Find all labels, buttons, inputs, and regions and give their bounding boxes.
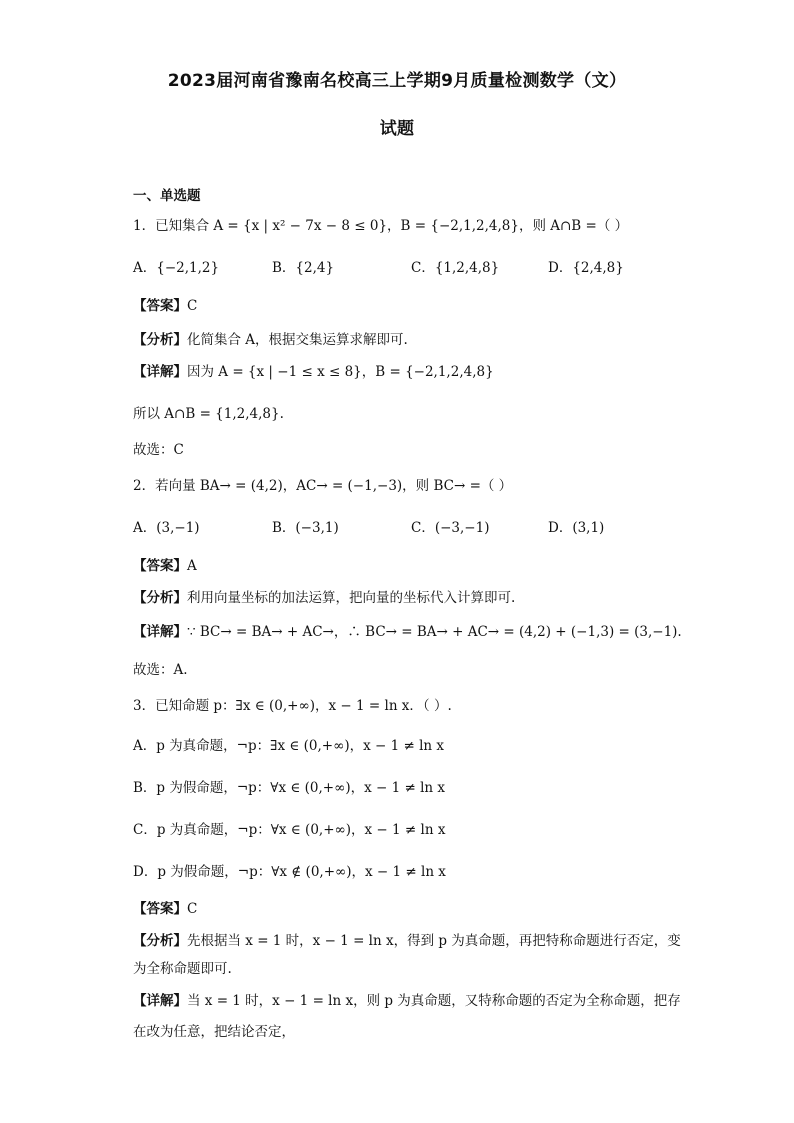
detail-tag: 【详解】 [133, 624, 187, 640]
q3-option-a: A．p 为真命题，¬p：∃x ∈ (0,+∞)，x − 1 ≠ ln x [133, 738, 445, 754]
analysis-tag: 【分析】 [133, 332, 187, 348]
q3-option-d: D．p 为假命题，¬p：∀x ∉ (0,+∞)，x − 1 ≠ ln x [133, 864, 446, 880]
detail-tag: 【详解】 [133, 364, 187, 380]
analysis-text: 利用向量坐标的加法运算，把向量的坐标代入计算即可. [187, 590, 516, 606]
analysis-tag: 【分析】 [133, 933, 187, 949]
section-heading: 一、单选题 [133, 188, 201, 204]
answer-value: C [187, 901, 198, 917]
detail-tag: 【详解】 [133, 993, 187, 1009]
q3-option-b: B．p 为假命题，¬p：∀x ∈ (0,+∞)，x − 1 ≠ ln x [133, 780, 446, 796]
analysis-text: 先根据当 x = 1 时，x − 1 = ln x，得到 p 为真命题，再把特称命题进行否定，变 [187, 933, 681, 949]
detail-text: 当 x = 1 时，x − 1 = ln x，则 p 为真命题，又特称命题的否定为全称命题，把存 [187, 993, 681, 1009]
answer-tag: 【答案】 [133, 298, 187, 314]
question-1-stem: 1．已知集合 A = {x | x² − 7x − 8 ≤ 0}，B = {−2,1,2,4,8}，则 A∩B =（ ） [133, 218, 629, 234]
q2-detail [133, 622, 682, 642]
answer-tag: 【答案】 [133, 901, 187, 917]
q1-option-d: D．{2,4,8} [548, 260, 624, 276]
detail-text: ∵ BC→ = BA→ + AC→，∴ BC→ = BA→ + AC→ = (4,2) + (−1,3) = (3,−1). [187, 624, 682, 640]
q1-detail-line2: 所以 A∩B = {1,2,4,8}. [133, 406, 284, 422]
page-title-line2: 试题 [379, 119, 415, 139]
detail-text: 因为 A = {x | −1 ≤ x ≤ 8}，B = {−2,1,2,4,8} [187, 364, 494, 380]
q2-option-a: A．(3,−1) [133, 520, 200, 536]
answer-tag: 【答案】 [133, 558, 187, 574]
q2-choose: 故选：A. [133, 662, 188, 678]
q1-option-c: C．{1,2,4,8} [411, 260, 500, 276]
page-title: 2023届河南省豫南名校高三上学期9月质量检测数学（文） [167, 71, 627, 91]
answer-value: C [187, 298, 198, 314]
analysis-text: 化简集合 A，根据交集运算求解即可. [187, 332, 408, 348]
q3-analysis [133, 931, 681, 951]
question-2-stem: 2．若向量 BA→ = (4,2)，AC→ = (−1,−3)，则 BC→ =（ ） [133, 478, 513, 494]
q1-detail [133, 362, 494, 382]
q1-option-a: A．{−2,1,2} [133, 260, 220, 276]
q3-option-c: C．p 为真命题，¬p：∀x ∈ (0,+∞)，x − 1 ≠ ln x [133, 822, 446, 838]
analysis-tag: 【分析】 [133, 590, 187, 606]
answer-value: A [187, 558, 197, 574]
q1-answer [133, 296, 197, 316]
q2-answer [133, 556, 197, 576]
q1-choose: 故选：C [133, 442, 184, 458]
question-3-stem: 3．已知命题 p：∃x ∈ (0,+∞)，x − 1 = ln x．（ ）. [133, 698, 452, 714]
q2-option-b: B．(−3,1) [272, 520, 339, 536]
q3-analysis-line2: 为全称命题即可. [133, 961, 232, 977]
q3-answer [133, 899, 197, 919]
q1-option-b: B．{2,4} [272, 260, 335, 276]
q2-option-c: C．(−3,−1) [411, 520, 490, 536]
q3-detail [133, 991, 681, 1011]
q1-analysis [133, 330, 408, 350]
q2-option-d: D．(3,1) [548, 520, 605, 536]
q2-analysis [133, 588, 515, 608]
q3-detail-line2: 在改为任意，把结论否定， [133, 1024, 295, 1040]
